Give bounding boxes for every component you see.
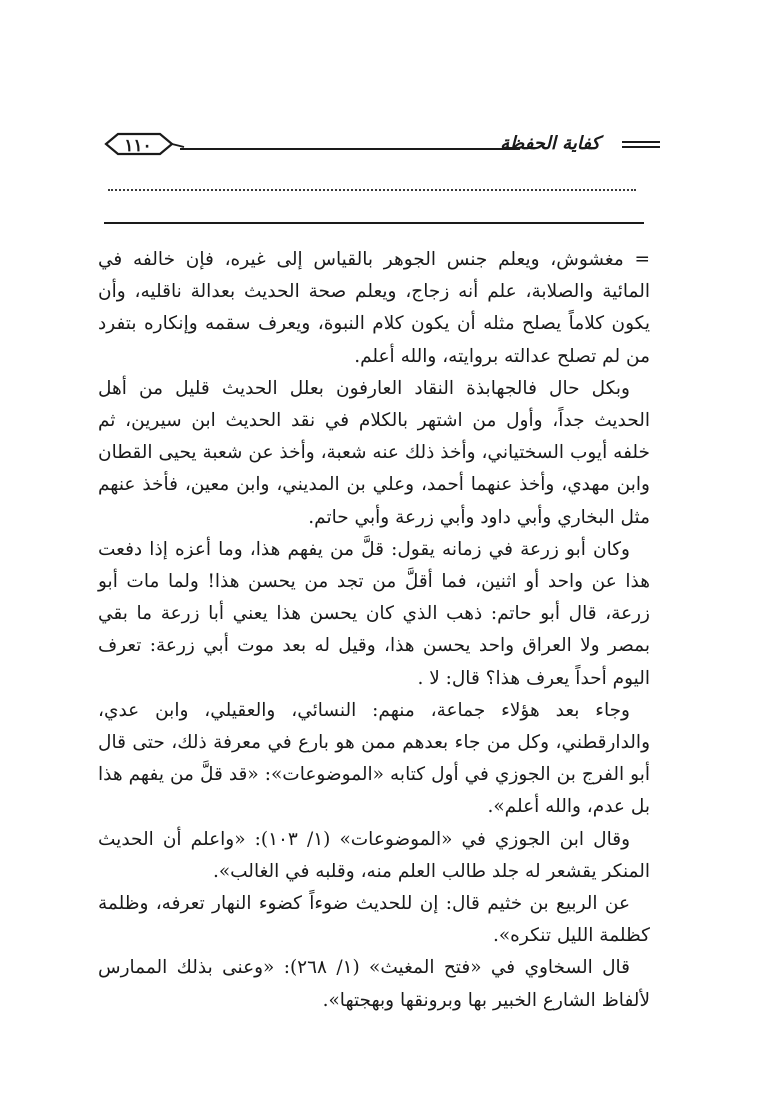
page-header — [100, 128, 660, 168]
book-title: كفاية الحفظة — [500, 133, 600, 154]
paragraph-ibn-aljawzi: وقال ابن الجوزي في «الموضوعات» (١/ ١٠٣): «واعلم أن الحديث المنكر يقشعر له جلد طالب العلم منه، وقلبه في الغالب». — [98, 828, 650, 882]
paragraph-sakhawi: قال السخاوي في «فتح المغيث» (١/ ٢٦٨): «وعنى بذلك الممارس لألفاظ الشارع الخبير بها وبرونقها وبهجتها». — [98, 957, 650, 1011]
paragraph-abu-zurah: وكان أبو زرعة في زمانه يقول: قلَّ من يفهم هذا، وما أعزه إذا دفعت هذا عن واحد أو اثنين، فما أقلَّ من تجد من يحسن هذا! ولما مات أبو زرعة، قال أبو حاتم: ذهب الذي كان يحسن هذا يعني أبا زرعة ما بقي بمصر ولا العراق واحد يحسن هذا، وقيل له بعد موت أبي زرعة: تعرف اليوم أحداً يعرف هذا؟ قال: لا . — [98, 538, 650, 689]
paragraph-critics: وبكل حال فالجهابذة النقاد العارفون بعلل الحديث قليل من أهل الحديث جداً، وأول من اشتهر بالكلام في نقد الحديث ابن سيرين، ثم خلفه أيوب السختياني، وأخذ ذلك عنه شعبة، وأخذ عن شعبة يحيى القطان وابن مهدي، وأخذ عنهما أحمد، وعلي بن المديني، وابن معين، فأخذ عنهم مثل البخاري وأبي داود وأبي زرعة وأبي حاتم. — [98, 377, 650, 528]
main-text — [98, 244, 650, 1017]
dotted-divider — [108, 189, 636, 191]
page-number: ١١٠ — [124, 136, 152, 156]
paragraph-later-scholars: وجاء بعد هؤلاء جماعة، منهم: النسائي، والعقيلي، وابن عدي، والدارقطني، وكل من جاء بعدهم ممن هو بارع في معرفة ذلك، حتى قال أبو الفرج بن الجوزي في أول كتابه «الموضوعات»: «قد قلَّ من يفهم هذا بل عدم، والله أعلم». — [98, 699, 650, 818]
solid-divider — [104, 222, 644, 224]
paragraph-rabi: عن الربيع بن خثيم قال: إن للحديث ضوءاً كضوء النهار تعرفه، وظلمة كظلمة الليل تنكره». — [98, 893, 650, 947]
paragraph-continuation: = مغشوش، ويعلم جنس الجوهر بالقياس إلى غيره، فإن خالفه في المائية والصلابة، علم أنه زجاج، ويعلم صحة الحديث بعدالة ناقليه، وأن يكون كلاماً يصلح مثله أن يكون كلام النبوة، ويعرف سقمه وإنكاره بتفرد من لم تصلح عدالته بروايته، والله أعلم. — [98, 249, 650, 367]
header-double-dash — [622, 141, 660, 148]
